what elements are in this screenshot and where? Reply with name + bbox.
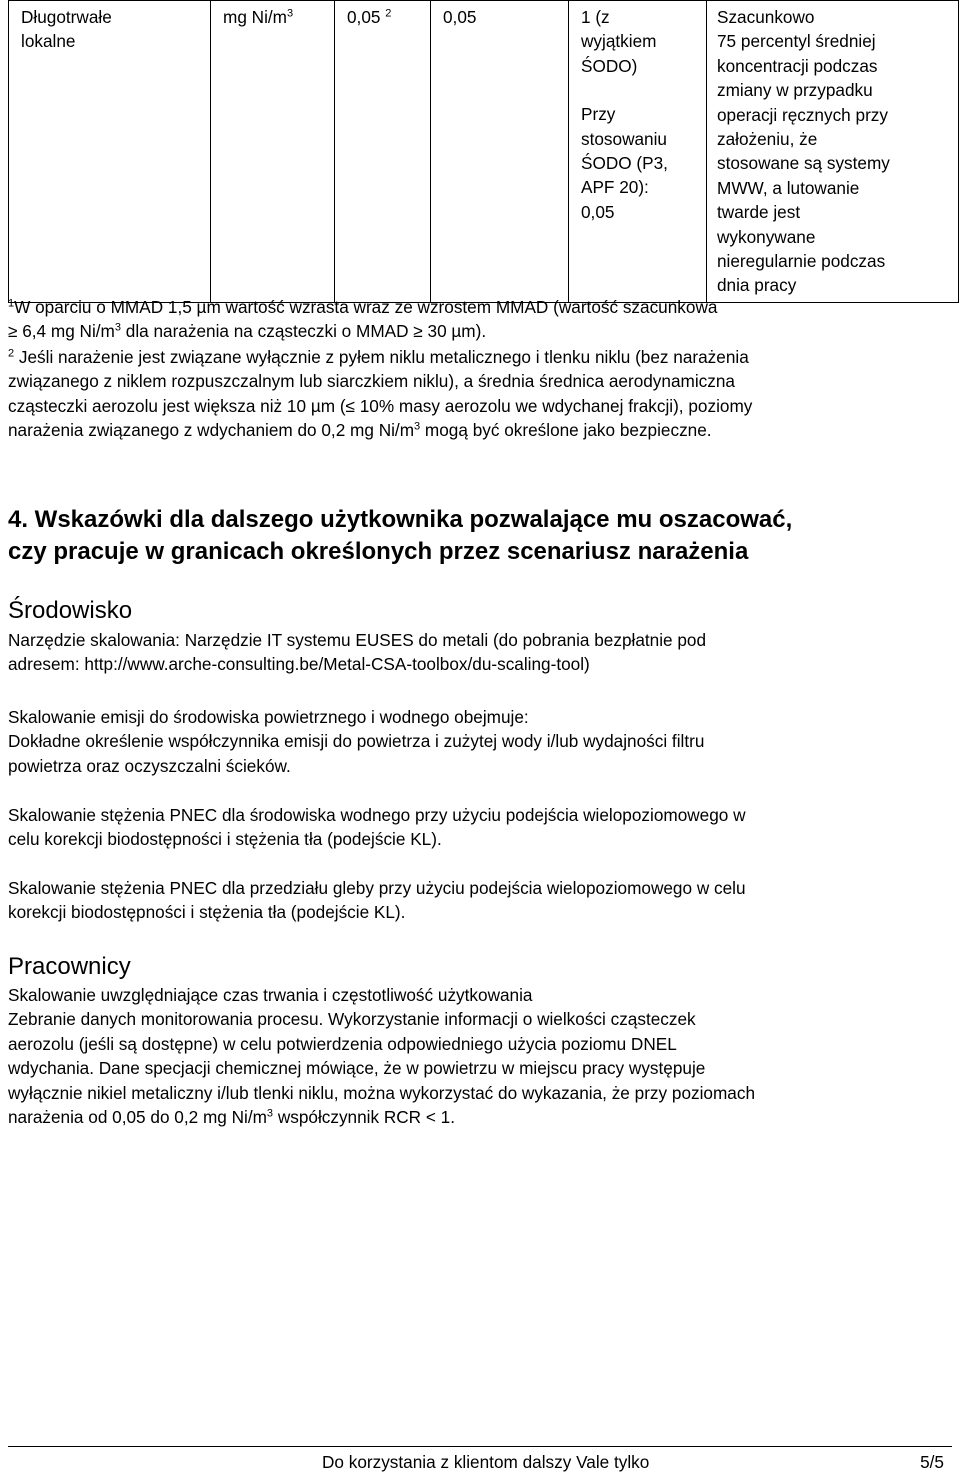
footnote-marker: 1 <box>8 297 15 310</box>
env-paragraph-2 <box>8 705 952 778</box>
footnote-text: Jeśli narażenie jest związane wyłącznie z pyłem niklu metalicznego i tlenku niklu (bez narażenia <box>14 347 749 367</box>
workers-heading: Pracownicy <box>8 953 131 980</box>
cell-line: APF 20): <box>581 177 649 198</box>
cell-line: Przy <box>581 104 616 125</box>
footnote-line <box>8 345 952 369</box>
page-number: 5/5 <box>920 1452 944 1472</box>
env-paragraph-1 <box>8 628 952 677</box>
cell-line: MWW, a lutowanie <box>717 177 860 198</box>
cell-text: mg Ni/m <box>223 7 287 27</box>
cell-exposure-value <box>431 1 569 303</box>
footnote-line <box>8 418 952 442</box>
cell-line: ŚODO (P3, <box>581 153 668 174</box>
footnote-line: cząsteczki aerozolu jest większa niż 10 µm (≤ 10% masy aerozolu we wdychanej frakcji), poziomy <box>8 395 753 416</box>
text-line: Narzędzie skalowania: Narzędzie IT systemu EUSES do metali (do pobrania bezpłatnie pod <box>8 630 707 650</box>
section-4-heading <box>8 504 952 568</box>
text-line: wyłącznie nikiel metaliczny i/lub tlenki niklu, można wykorzystać do wykazania, że przy poziomach <box>8 1082 756 1103</box>
cell-line: wyjątkiem <box>581 31 657 52</box>
cell-line: stosowaniu <box>581 128 667 149</box>
footnote-text: ≥ 6,4 mg Ni/m <box>8 321 115 342</box>
text-segment: współczynnik RCR < 1. <box>273 1107 456 1128</box>
text-line: Dokładne określenie współczynnika emisji do powietrza i zużytej wody i/lub wydajności filtru <box>8 731 705 752</box>
text-line: Skalowanie uwzględniające czas trwania i częstotliwość użytkowania <box>8 985 533 1005</box>
table-row <box>9 1 959 303</box>
page-footer <box>8 1446 952 1473</box>
text-line: wdychania. Dane specjacji chemicznej mówiące, że w powietrzu w miejscu pracy występuje <box>8 1058 706 1079</box>
text-line: korekcji biodostępności i stężenia tła (podejście KL). <box>8 902 406 923</box>
footnote-line: związanego z niklem rozpuszczalnym lub siarczkiem niklu), a średnia średnica aerodynamiczna <box>8 371 735 392</box>
text-line: powietrza oraz oczyszczalni ścieków. <box>8 755 291 776</box>
cell-rcr <box>569 1 707 303</box>
footnote-line <box>8 295 952 319</box>
cell-line: koncentracji podczas <box>717 55 878 76</box>
text-line: Zebranie danych monitorowania procesu. Wykorzystanie informacji o wielkości cząsteczek <box>8 1009 696 1030</box>
text-line: Skalowanie stężenia PNEC dla przedziału gleby przy użyciu podejścia wielopoziomowego w celu <box>8 878 746 898</box>
environment-heading: Środowisko <box>8 597 133 624</box>
cell-line: 75 percentyl średniej <box>717 31 876 52</box>
footnote-text: dla narażenia na cząsteczki o MMAD ≥ 30 µm). <box>120 321 487 342</box>
cell-line: nieregularnie podczas <box>717 251 886 272</box>
cell-line: twarde jest <box>717 202 801 223</box>
cell-text: 0,05 <box>443 7 477 27</box>
footer-text: Do korzystania z klientom dalszy Vale tylko <box>322 1452 650 1472</box>
env-paragraph-3 <box>8 803 952 852</box>
cell-line: dnia pracy <box>717 275 797 296</box>
text-line: adresem: http://www.arche-consulting.be/Metal-CSA-toolbox/du-scaling-tool) <box>8 654 590 675</box>
cell-text: 0,05 <box>347 7 381 27</box>
cell-line: 1 (z <box>581 7 610 27</box>
footnote-text: mogą być określone jako bezpieczne. <box>420 420 712 441</box>
env-paragraph-4 <box>8 876 952 925</box>
exposure-table <box>8 0 959 303</box>
cell-unit <box>211 1 335 303</box>
superscript: 3 <box>266 1107 274 1120</box>
footnote-marker: 2 <box>8 347 15 360</box>
footnote-text: narażenia związanego z wdychaniem do 0,2 mg Ni/m <box>8 420 415 441</box>
cell-line: założeniu, że <box>717 129 818 150</box>
footnote-2 <box>8 345 952 443</box>
text-line: aerozolu (jeśli są dostępne) w celu potwierdzenia odpowiedniego użycia poziomu DNEL <box>8 1033 677 1054</box>
cell-dnel <box>335 1 431 303</box>
footnote-ref: 2 <box>385 7 392 20</box>
text-line: celu korekcji biodostępności i stężenia tła (podejście KL). <box>8 829 442 850</box>
cell-line: Szacunkowo <box>717 7 815 27</box>
cell-exposure-type <box>9 1 211 303</box>
workers-paragraph <box>8 983 952 1129</box>
cell-line: zmiany w przypadku <box>717 80 873 101</box>
cell-method <box>707 1 959 303</box>
text-line: Skalowanie emisji do środowiska powietrznego i wodnego obejmuje: <box>8 707 529 727</box>
cell-line: Długotrwałe <box>21 7 112 27</box>
superscript: 3 <box>286 7 294 20</box>
cell-line: lokalne <box>21 31 76 52</box>
cell-line: stosowane są systemy <box>717 153 890 174</box>
footnote-line <box>8 319 952 343</box>
text-line <box>8 1105 952 1129</box>
text-line: Skalowanie stężenia PNEC dla środowiska wodnego przy użyciu podejścia wielopoziomowego w <box>8 805 746 825</box>
heading-line: 4. Wskazówki dla dalszego użytkownika pozwalające mu oszacować, <box>8 506 793 533</box>
cell-line: operacji ręcznych przy <box>717 104 888 125</box>
cell-line: wykonywane <box>717 226 816 247</box>
footnote-text: W oparciu o MMAD 1,5 µm wartość wzrasta wraz ze wzrostem MMAD (wartość szacunkowa <box>14 297 718 317</box>
cell-line: ŚODO) <box>581 55 638 76</box>
footnote-1 <box>8 295 952 344</box>
heading-line: czy pracuje w granicach określonych przez scenariusz narażenia <box>8 538 749 565</box>
cell-line: 0,05 <box>581 201 615 222</box>
text-segment: narażenia od 0,05 do 0,2 mg Ni/m <box>8 1107 267 1128</box>
superscript: 3 <box>414 420 421 433</box>
superscript: 3 <box>114 321 121 334</box>
